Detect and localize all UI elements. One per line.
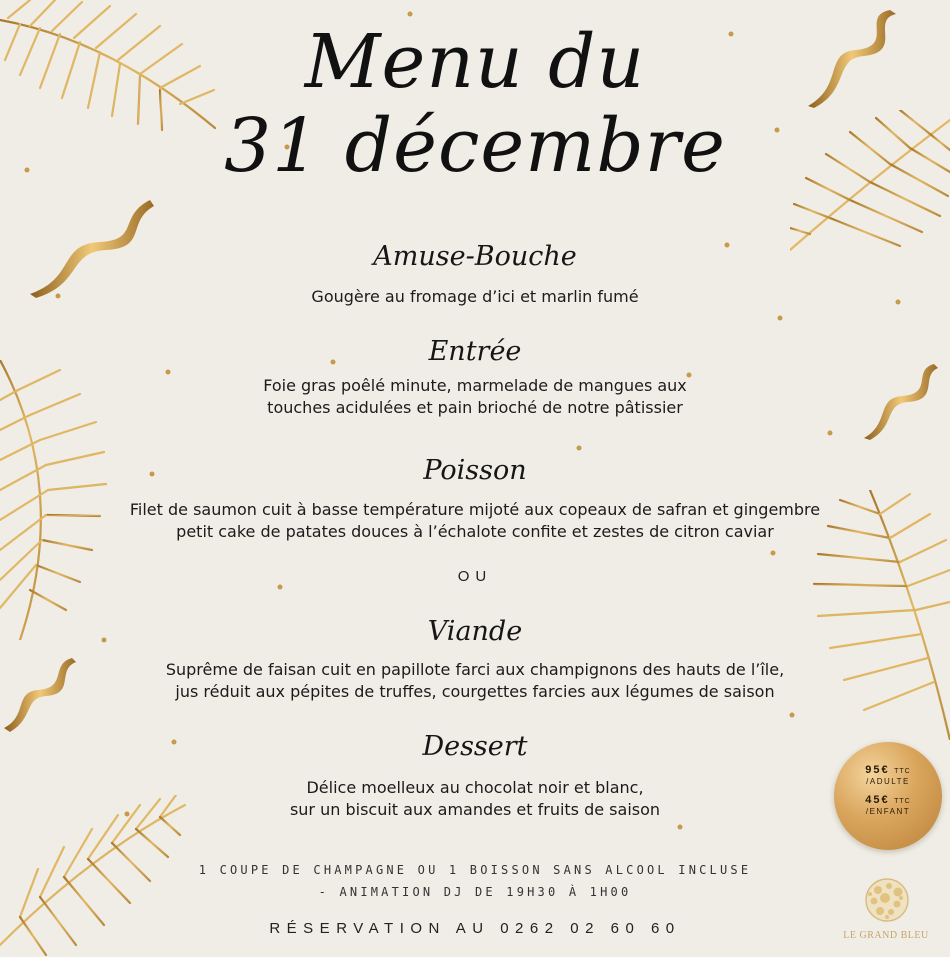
price-child-amount: 45€ xyxy=(865,794,890,806)
menu-line: Délice moelleux au chocolat noir et blanc, xyxy=(306,778,644,797)
info-animation: - ANIMATION DJ DE 19H30 À 1H00 xyxy=(318,885,632,899)
section-text-entree xyxy=(0,375,950,419)
menu-line: petit cake de patates douces à l’échalote confite et zestes de citron caviar xyxy=(176,522,774,541)
menu-line: touches acidulées et pain brioché de notre pâtissier xyxy=(267,398,683,417)
section-text-viande xyxy=(0,659,950,703)
section-heading-viande: Viande xyxy=(427,616,523,647)
separator-ou: OU xyxy=(457,568,493,585)
info-drink: 1 COUPE DE CHAMPAGNE OU 1 BOISSON SANS ALCOOL INCLUSE xyxy=(198,863,752,877)
price-adult-ttc: TTC xyxy=(894,768,911,775)
brand-name: LE GRAND BLEU xyxy=(843,930,929,941)
menu-line: Foie gras poêlé minute, marmelade de mangues aux xyxy=(263,376,687,395)
title-line-1: Menu du xyxy=(304,19,646,105)
section-text-poisson xyxy=(0,499,950,543)
section-heading-dessert: Dessert xyxy=(422,731,528,762)
section-text-dessert xyxy=(0,777,950,821)
menu-line: sur un biscuit aux amandes et fruits de saison xyxy=(289,800,661,819)
price-adult xyxy=(834,760,942,786)
menu-line: Suprême de faisan cuit en papillote farci aux champignons des hauts de l’île, xyxy=(165,660,785,679)
section-text-amuse-bouche xyxy=(0,286,950,308)
section-heading-entree: Entrée xyxy=(428,336,522,367)
menu-line: Gougère au fromage d’ici et marlin fumé xyxy=(311,287,639,306)
price-badge xyxy=(834,742,942,850)
price-adult-amount: 95€ xyxy=(865,764,890,776)
price-child-label: /ENFANT xyxy=(865,807,911,816)
section-heading-amuse-bouche: Amuse-Bouche xyxy=(373,241,577,272)
price-child xyxy=(834,790,942,816)
menu-line: Filet de saumon cuit à basse température mijoté aux copeaux de safran et gingembre xyxy=(129,500,821,519)
price-adult-label: /ADULTE xyxy=(866,777,910,786)
menu-line: jus réduit aux pépites de truffes, courgettes farcies aux légumes de saison xyxy=(175,682,775,701)
title-line-2: 31 décembre xyxy=(224,103,726,189)
section-heading-poisson: Poisson xyxy=(423,455,527,486)
reservation-phone: RÉSERVATION AU 0262 02 60 60 xyxy=(269,920,681,937)
price-child-ttc: TTC xyxy=(894,798,911,805)
